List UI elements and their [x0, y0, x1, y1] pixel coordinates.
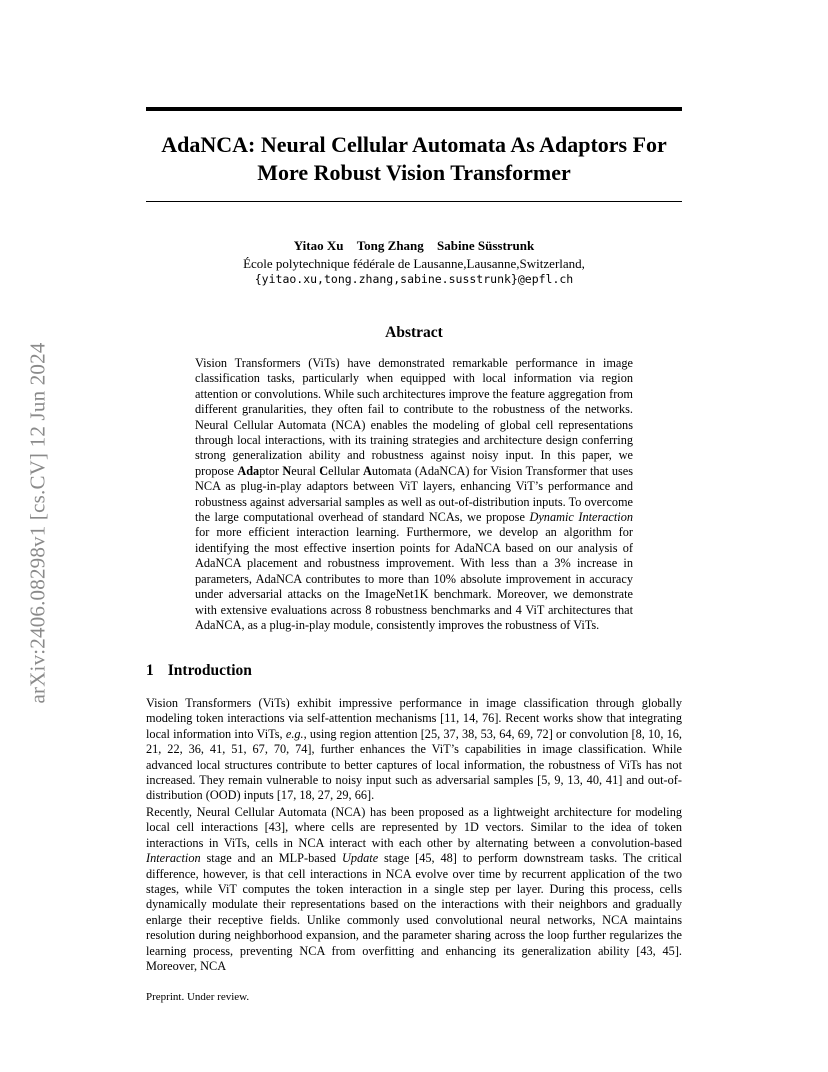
author-list [146, 238, 682, 254]
intro-paragraph-1 [146, 696, 682, 804]
abstract-span: ellular [328, 463, 363, 478]
abstract-bold: Ada [237, 463, 260, 478]
author-name: Sabine Süsstrunk [437, 238, 535, 253]
abstract-span: ptor [259, 463, 283, 478]
body-emphasis: Update [341, 851, 379, 866]
paper-title [146, 131, 682, 187]
affiliation: École polytechnique fédérale de Lausanne,Lausanne,Switzerland, [243, 256, 585, 271]
author-name: Yitao Xu [293, 238, 344, 253]
abstract-text [195, 356, 633, 633]
abstract-heading: Abstract [385, 324, 443, 341]
abstract-bold: N [282, 463, 292, 478]
author-name: Tong Zhang [356, 238, 424, 253]
body-span: using region attention [25, 37, 38, 53, 64, 69, 72] or convolution [8, 10, 16, 21, 22, 36, 41, 51, 67, 70, 74], further enhances the ViT’s capabilities in image classification. While advanced local structures contribute to better captures of local information, the robustness of ViTs has not increased. They remain vulnerable to noisy input such as adversarial samples [5, 9, 13, 40, 41] and out-of-distribution (OOD) inputs [17, 18, 27, 29, 66]. [146, 726, 682, 803]
page-footer: Preprint. Under review. [146, 991, 250, 1003]
title-rule-top [146, 107, 682, 111]
body-span: Vision Transformers (ViTs) exhibit impressive performance in image classification through globally modeling token interactions via self-attention mechanisms [11, 14, 76]. Recent works show that integrating local information into ViTs, [146, 696, 682, 741]
abstract-span: for more efficient interaction learning. Furthermore, we develop an algorithm for identifying the most effective insertion points for AdaNCA based on our analysis of AdaNCA placement and robustness improvement. With less than a 3% increase in parameters, AdaNCA contributes to more than 10% absolute improvement in accuracy under adversarial attacks on the ImageNet1K benchmark. Moreover, we demonstrate with extensive evaluations across 8 robustness benchmarks and 4 ViT architectures that AdaNCA, as a plug-in-play module, consistently improves the robustness of ViTs. [195, 525, 633, 632]
body-emphasis: Interaction [146, 851, 201, 866]
abstract-bold: A [362, 463, 372, 478]
body-span: stage [45, 48] to perform downstream tasks. The critical difference, however, is that cell interactions in NCA evolve over time by recurrent application of the two stages, while ViT computes the token interaction in a single step per layer. During this process, cells dynamically modulate their representations based on the interactions with their neighbors and gradually enlarge their receptive fields. Unlike commonly used convolutional neural networks, NCA maintains resolution during neighborhood expansion, and the parameter sharing across the loop further regularizes the learning process, preventing NCA from overfitting and enhancing its generalization ability [43, 45]. Moreover, NCA [146, 851, 682, 974]
body-span: stage and an MLP-based [200, 851, 342, 866]
author-emails: {yitao.xu,tong.zhang,sabine.susstrunk}@epfl.ch [254, 272, 574, 286]
title-line-2: More Robust Vision Transformer [257, 160, 571, 185]
abstract-emphasis: Dynamic Interaction [529, 510, 634, 525]
abstract-span: eural [291, 463, 320, 478]
section-title: Introduction [167, 662, 252, 679]
abstract-bold: C [319, 463, 329, 478]
abstract-span: Vision Transformers (ViTs) have demonstrated remarkable performance in image classification tasks, particularly when equipped with local information via region attention or convolutions. While such architectures improve the feature aggregation from different granularities, they often fail to contribute to the robustness of the networks. Neural Cellular Automata (NCA) enables the modeling of global cell representations through local interactions, with its training strategies and architecture design conferring strong generalization ability and robustness against noisy input. In this paper, we propose [195, 356, 633, 478]
arxiv-stamp: arXiv:2406.08298v1 [cs.CV] 12 Jun 2024 [25, 342, 50, 704]
title-rule-bottom [146, 201, 682, 202]
title-line-1: AdaNCA: Neural Cellular Automata As Adaptors For [161, 132, 667, 157]
section-heading [146, 662, 252, 680]
body-emphasis: e.g., [285, 726, 307, 741]
section-number: 1 [146, 662, 154, 679]
body-span: Recently, Neural Cellular Automata (NCA) has been proposed as a lightweight architecture for modeling local cell interactions [43], where cells are represented by 1D vectors. Similar to the idea of token interactions in ViTs, cells in NCA interact with each other by alternating between a convolution-based [146, 805, 682, 850]
abstract-span: utomata (AdaNCA) for Vision Transformer that uses NCA as plug-in-play adaptors between ViT layers, enhancing ViT’s performance and robustness against adversarial samples as well as out-of-distribution inputs. To overcome the large computational overhead of standard NCAs, we propose [195, 463, 633, 525]
intro-paragraph-2 [146, 805, 682, 974]
